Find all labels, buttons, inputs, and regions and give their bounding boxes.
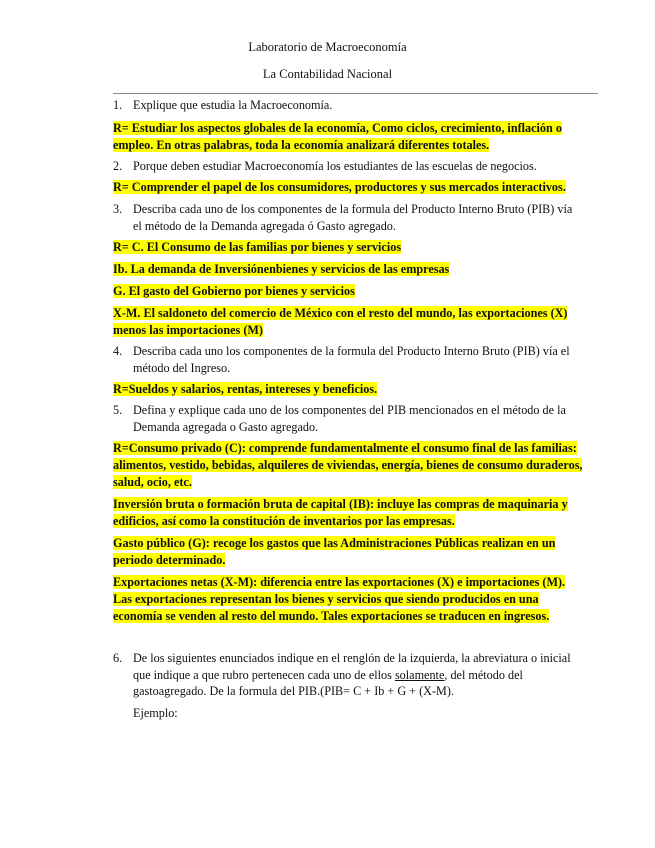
answer-text: Ib. La demanda de Inversiónenbienes y servicios de las empresas xyxy=(113,262,450,276)
document-body xyxy=(113,95,583,721)
question-text-part: , del método del gastoagregado. De la formula del PIB.(PIB= C + Ib + G + (X-M). xyxy=(133,667,523,698)
answer-3-exportaciones xyxy=(113,305,583,339)
question-text: Describa cada uno los componentes de la formula del Producto Interno Bruto (PIB) vía el método del Ingreso. xyxy=(133,344,570,375)
question-text: Describa cada uno de los componentes de la formula del Producto Interno Bruto (PIB) vía el método de la Demanda agregada ó Gasto agregado. xyxy=(133,202,573,233)
answer-text: X-M. El saldoneto del comercio de México con el resto del mundo, las exportaciones (X) menos las importaciones (M) xyxy=(113,306,568,337)
question-6 xyxy=(113,650,583,700)
answer-text: R=Sueldos y salarios, rentas, intereses y beneficios. xyxy=(113,382,378,396)
question-text: Porque deben estudiar Macroeconomía los estudiantes de las escuelas de negocios. xyxy=(133,158,537,173)
answer-3-inversion xyxy=(113,261,583,278)
underlined-word: solamente xyxy=(394,667,445,682)
answer-5-consumo xyxy=(113,440,583,491)
answer-1 xyxy=(113,120,583,154)
topic-title: La Contabilidad Nacional xyxy=(262,67,393,81)
answer-5-exportaciones xyxy=(113,574,583,625)
question-number: 6. xyxy=(113,651,123,665)
question-text xyxy=(133,650,583,700)
answer-text: Inversión bruta o formación bruta de capital (IB): incluye las compras de maquinaria y edificios, así como la constitución de inventarios por las empresas. xyxy=(113,497,568,528)
question-number: 1. xyxy=(113,98,123,112)
question-text: Defina y explique cada uno de los componentes del PIB mencionados en el método de la Demanda agregada o Gasto agregado. xyxy=(133,403,566,434)
answer-text: R= Estudiar los aspectos globales de la economía, Como ciclos, crecimiento, inflación o empleo. En otras palabras, toda la economía analizará diferentes totales. xyxy=(113,120,562,152)
question-text-part: De los siguientes enunciados indique en el renglón de la izquierda, la abreviatura o inicial que indique a que rubro pertenecen cada uno de ellos xyxy=(133,651,571,682)
question-number: 4. xyxy=(113,344,123,358)
header-divider xyxy=(113,93,598,94)
question-1 xyxy=(113,97,583,114)
answer-5-gasto xyxy=(113,535,583,569)
question-text: Explique que estudia la Macroeconomía. xyxy=(133,98,333,112)
question-number: 2. xyxy=(113,158,123,173)
answer-text: R=Consumo privado (C): comprende fundamentalmente el consumo final de las familias: alimentos, vestido, bebidas, alquileres de viviendas, energía, bienes de consumo duraderos, salud, ocio, etc. xyxy=(113,441,583,489)
example-label: Ejemplo: xyxy=(133,705,178,720)
answer-text: Gasto público (G): recoge los gastos que las Administraciones Públicas realizan en un periodo determinado. xyxy=(113,536,556,567)
answer-text: G. El gasto del Gobierno por bienes y servicios xyxy=(113,284,355,298)
question-4 xyxy=(113,343,583,376)
question-5 xyxy=(113,402,583,435)
question-number: 3. xyxy=(113,202,123,216)
course-title: Laboratorio de Macroeconomía xyxy=(248,40,407,54)
answer-2 xyxy=(113,179,583,196)
answer-5-inversion xyxy=(113,496,583,530)
question-3 xyxy=(113,201,583,234)
answer-text: R= C. El Consumo de las familias por bienes y servicios xyxy=(113,240,402,254)
example-label-row xyxy=(113,705,583,722)
question-2 xyxy=(113,158,583,175)
answer-text: Exportaciones netas (X-M): diferencia entre las exportaciones (X) e importaciones (M). Las exportaciones representan los bienes y servicios que siendo producidos en una economía se venden al resto del mundo. Tales exportaciones se traducen en ingresos. xyxy=(113,575,566,623)
question-number: 5. xyxy=(113,403,123,417)
answer-3-consumo xyxy=(113,239,583,256)
answer-text: R= Comprender el papel de los consumidores, productores y sus mercados interactivos. xyxy=(113,180,566,194)
answer-4 xyxy=(113,381,583,398)
answer-3-gasto xyxy=(113,283,583,300)
